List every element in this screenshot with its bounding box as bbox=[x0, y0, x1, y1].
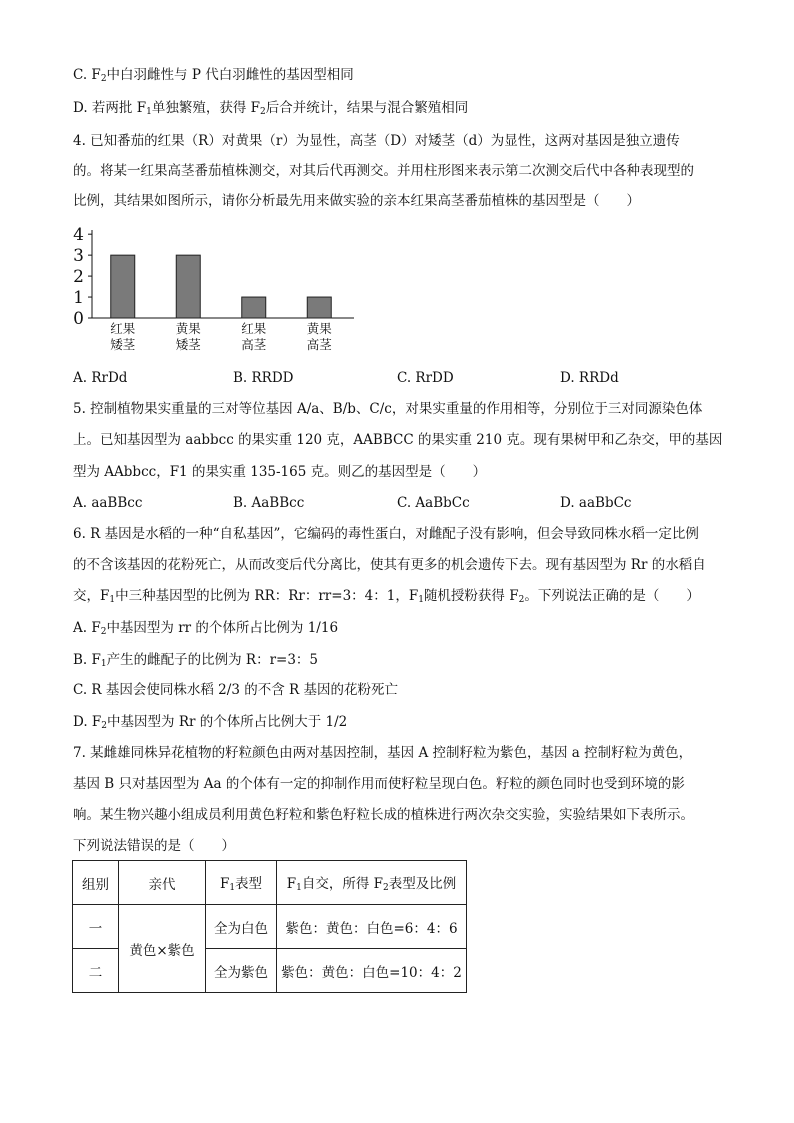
cell-f2: 紫色：黄色：白色=10：4：2 bbox=[277, 949, 467, 993]
cell-f2: 紫色：黄色：白色=6：4：6 bbox=[277, 905, 467, 949]
x-tick-label: 黄果 bbox=[175, 321, 201, 336]
header-f1-phenotype: $F_1$表型 bbox=[206, 861, 277, 905]
header-f2-phenotype: $F_1$自交，所得 $F_2$表型及比例 bbox=[277, 861, 467, 905]
x-tick-label: 黄果 bbox=[306, 321, 332, 336]
cell-parent: 黄色×紫色 bbox=[119, 905, 206, 993]
q5-option-c: C. AaBbCc bbox=[397, 495, 470, 511]
cell-group: 二 bbox=[73, 949, 119, 993]
q6-stem-line2: 的不含该基因的花粉死亡，从而改变后代分离比，使其有更多的机会遗传下去。现有基因型为 Rr 的水稻自 bbox=[73, 557, 706, 573]
bar bbox=[111, 255, 135, 318]
bar bbox=[242, 297, 266, 318]
q5-stem-line2: 上。已知基因型为 aabbcc 的果实重 120 克，AABBCC 的果实重 210 克。现有果树甲和乙杂交，甲的基因 bbox=[73, 432, 723, 448]
x-tick-label: 矮茎 bbox=[175, 337, 201, 352]
q6-stem-line3: 交，$F_1$中三种基因型的比例为 RR：Rr：rr=3：4：1，$F_1$随机授粉获得 $F_2$。下列说法正确的是（ ） bbox=[73, 588, 700, 605]
q5-stem-line1: 5. 控制植物果实重量的三对等位基因 A/a、B/b、C/c，对果实重量的作用相等，分别位于三对同源染色体 bbox=[73, 401, 703, 417]
y-tick-label: 4 bbox=[73, 225, 84, 246]
q4-option-d: D. RRDd bbox=[560, 370, 619, 386]
x-tick-label: 高茎 bbox=[241, 337, 267, 352]
q7-stem-line1: 7. 某雌雄同株异花植物的籽粒颜色由两对基因控制，基因 A 控制籽粒为紫色，基因 a 控制籽粒为黄色， bbox=[73, 745, 693, 761]
q4-option-c: C. RrDD bbox=[397, 370, 454, 386]
x-tick-label: 高茎 bbox=[306, 337, 332, 352]
x-tick-label: 红果 bbox=[110, 321, 136, 336]
q4-stem-line2: 的。将某一红果高茎番茄植株测交，对其后代再测交。并用柱形图来表示第二次测交后代中各种表现型的 bbox=[73, 163, 694, 179]
header-parent: 亲代 bbox=[119, 861, 206, 905]
q7-results-table bbox=[72, 860, 467, 993]
q4-option-b: B. RRDD bbox=[233, 370, 294, 386]
y-tick-label: 1 bbox=[73, 288, 84, 309]
q6-option-a: A. $F_2$中基因型为 rr 的个体所占比例为 1/16 bbox=[73, 620, 339, 637]
q4-bar-chart bbox=[62, 222, 362, 362]
cell-group: 一 bbox=[73, 905, 119, 949]
q7-stem-line4: 下列说法错误的是（ ） bbox=[73, 838, 235, 854]
cell-f1: 全为紫色 bbox=[206, 949, 277, 993]
q3-option-d: D. 若两批 $F_1$单独繁殖，获得 $F_2$后合并统计，结果与混合繁殖相同 bbox=[73, 100, 469, 117]
q5-option-d: D. aaBbCc bbox=[560, 495, 632, 511]
q5-option-a: A. aaBBcc bbox=[73, 495, 143, 511]
y-tick-label: 3 bbox=[73, 246, 84, 267]
q6-option-c: C. R 基因会使同株水稻 2/3 的不含 R 基因的花粉死亡 bbox=[73, 682, 398, 698]
q6-option-b: B. $F_1$产生的雌配子的比例为 R：r=3：5 bbox=[73, 652, 319, 669]
q4-stem-line1: 4. 已知番茄的红果（R）对黄果（r）为显性，高茎（D）对矮茎（d）为显性，这两对基因是独立遗传 bbox=[73, 133, 680, 149]
y-tick-label: 2 bbox=[73, 267, 84, 288]
q4-stem-line3: 比例，其结果如图所示，请你分析最先用来做实验的亲本红果高茎番茄植株的基因型是（ ） bbox=[73, 193, 640, 209]
q6-stem-line1: 6. R 基因是水稻的一种“自私基因”，它编码的毒性蛋白，对雌配子没有影响，但会导致同株水稻一定比例 bbox=[73, 526, 699, 542]
q4-option-a: A. RrDd bbox=[73, 370, 128, 386]
header-group: 组别 bbox=[73, 861, 119, 905]
q5-stem-line3: 型为 AAbbcc，F1 的果实重 135-165 克。则乙的基因型是（ ） bbox=[73, 464, 487, 480]
x-tick-label: 红果 bbox=[241, 321, 267, 336]
cell-f1: 全为白色 bbox=[206, 905, 277, 949]
bar bbox=[307, 297, 331, 318]
q7-stem-line3: 响。某生物兴趣小组成员利用黄色籽粒和紫色籽粒长成的植株进行两次杂交实验，实验结果如下表所示。 bbox=[73, 807, 694, 823]
q6-option-d: D. $F_2$中基因型为 Rr 的个体所占比例大于 1/2 bbox=[73, 714, 348, 731]
q7-stem-line2: 基因 B 只对基因型为 Aa 的个体有一定的抑制作用而使籽粒呈现白色。籽粒的颜色同时也受到环境的影 bbox=[73, 776, 685, 792]
q3-option-c: C. $F_2$中白羽雌性与 P 代白羽雌性的基因型相同 bbox=[73, 67, 354, 84]
y-tick-label: 0 bbox=[73, 309, 84, 329]
table-row bbox=[73, 905, 467, 949]
q5-option-b: B. AaBBcc bbox=[233, 495, 305, 511]
bar bbox=[176, 255, 200, 318]
x-tick-label: 矮茎 bbox=[110, 337, 136, 352]
